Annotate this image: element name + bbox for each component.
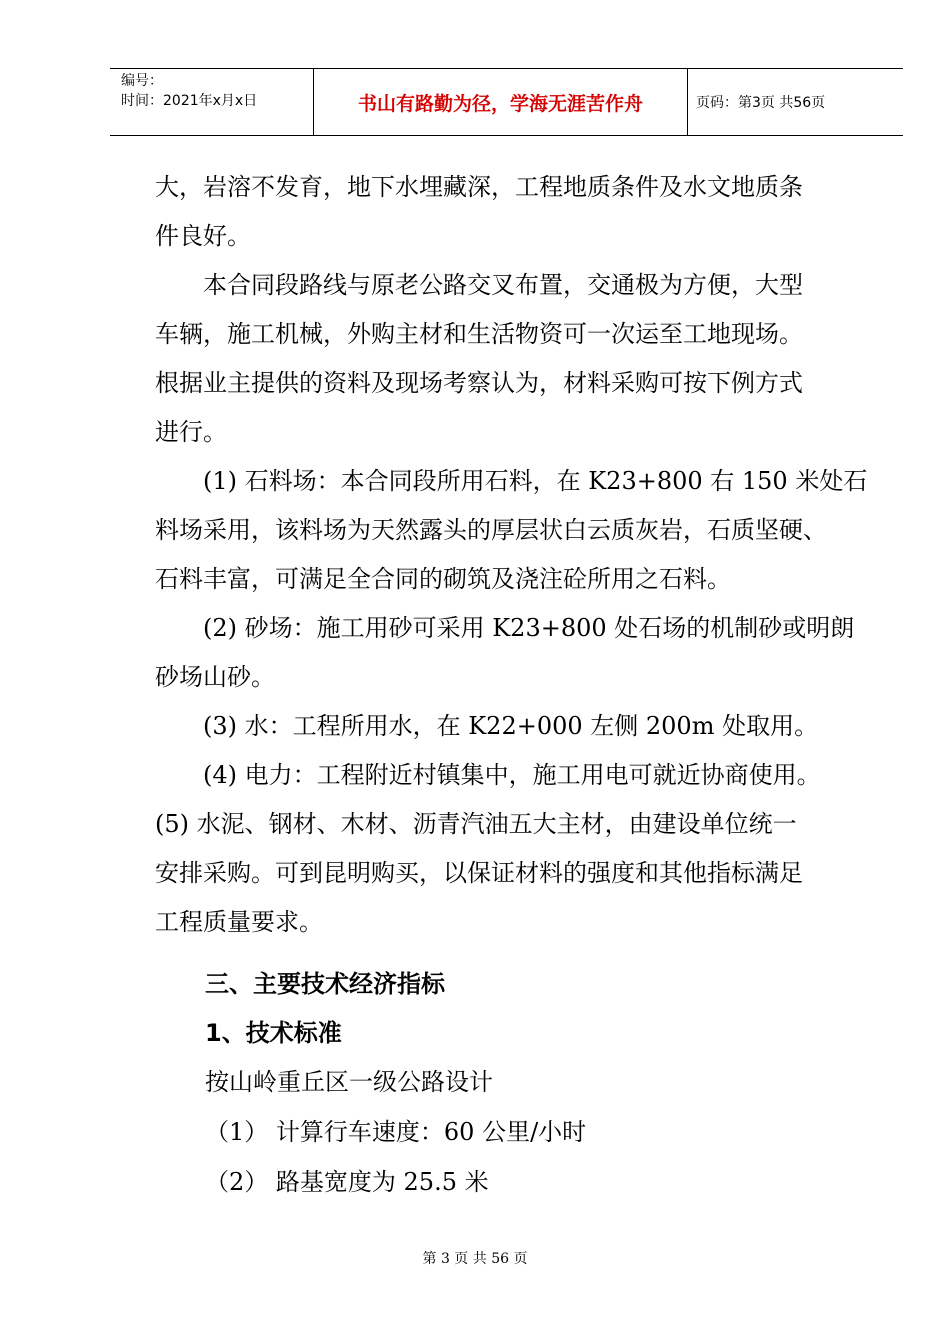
body-line: 车辆，施工机械，外购主材和生活物资可一次运至工地现场。 [155, 320, 803, 348]
document-body [155, 163, 875, 947]
serial-number-label: 编号： [121, 73, 163, 89]
header-meta-cell [110, 69, 314, 135]
body-line: 料场采用，该料场为天然露头的厚层状白云质灰岩，石质坚硬、 [155, 516, 827, 544]
sub-heading: 1、技术标准 [205, 1019, 342, 1047]
standard-item-width: （2） 路基宽度为 25.5 米 [205, 1168, 489, 1196]
body-line: 大，岩溶不发育，地下水埋藏深，工程地质条件及水文地质条 [155, 173, 803, 201]
body-line: 安排采购。可到昆明购买，以保证材料的强度和其他指标满足 [155, 859, 803, 887]
header-page-cell [688, 69, 903, 135]
page-number-label: 页码：第3页 共56页 [696, 95, 826, 111]
page-footer: 第 3 页 共 56 页 [422, 1251, 528, 1267]
body-line: (2) 砂场：施工用砂可采用 K23+800 处石场的机制砂或明朗 [155, 614, 855, 642]
body-line: 根据业主提供的资料及现场考察认为，材料采购可按下例方式 [155, 369, 803, 397]
body-line: 本合同段路线与原老公路交叉布置，交通极为方便，大型 [155, 271, 803, 299]
standard-item-speed: （1） 计算行车速度：60 公里/小时 [205, 1118, 587, 1146]
body-line: (5) 水泥、钢材、木材、沥青汽油五大主材，由建设单位统一 [155, 810, 797, 838]
date-label: 时间：2021年x月x日 [121, 93, 258, 109]
body-line: (4) 电力：工程附近村镇集中，施工用电可就近协商使用。 [155, 761, 821, 789]
body-line: (3) 水：工程所用水，在 K22+000 左侧 200m 处取用。 [155, 712, 819, 740]
body-line: 进行。 [155, 418, 227, 446]
body-line: 件良好。 [155, 222, 251, 250]
standard-line: 按山岭重丘区一级公路设计 [205, 1068, 493, 1096]
header-motto-cell [314, 69, 688, 135]
page-header-table [110, 68, 903, 136]
body-line: 石料丰富，可满足全合同的砌筑及浇注砼所用之石料。 [155, 565, 731, 593]
body-line: 砂场山砂。 [155, 663, 275, 691]
body-line: (1) 石料场：本合同段所用石料，在 K23+800 右 150 米处石 [155, 467, 868, 495]
body-line: 工程质量要求。 [155, 908, 323, 936]
motto-text: 书山有路勤为径，学海无涯苦作舟 [357, 92, 643, 115]
section-heading: 三、主要技术经济指标 [205, 970, 445, 998]
